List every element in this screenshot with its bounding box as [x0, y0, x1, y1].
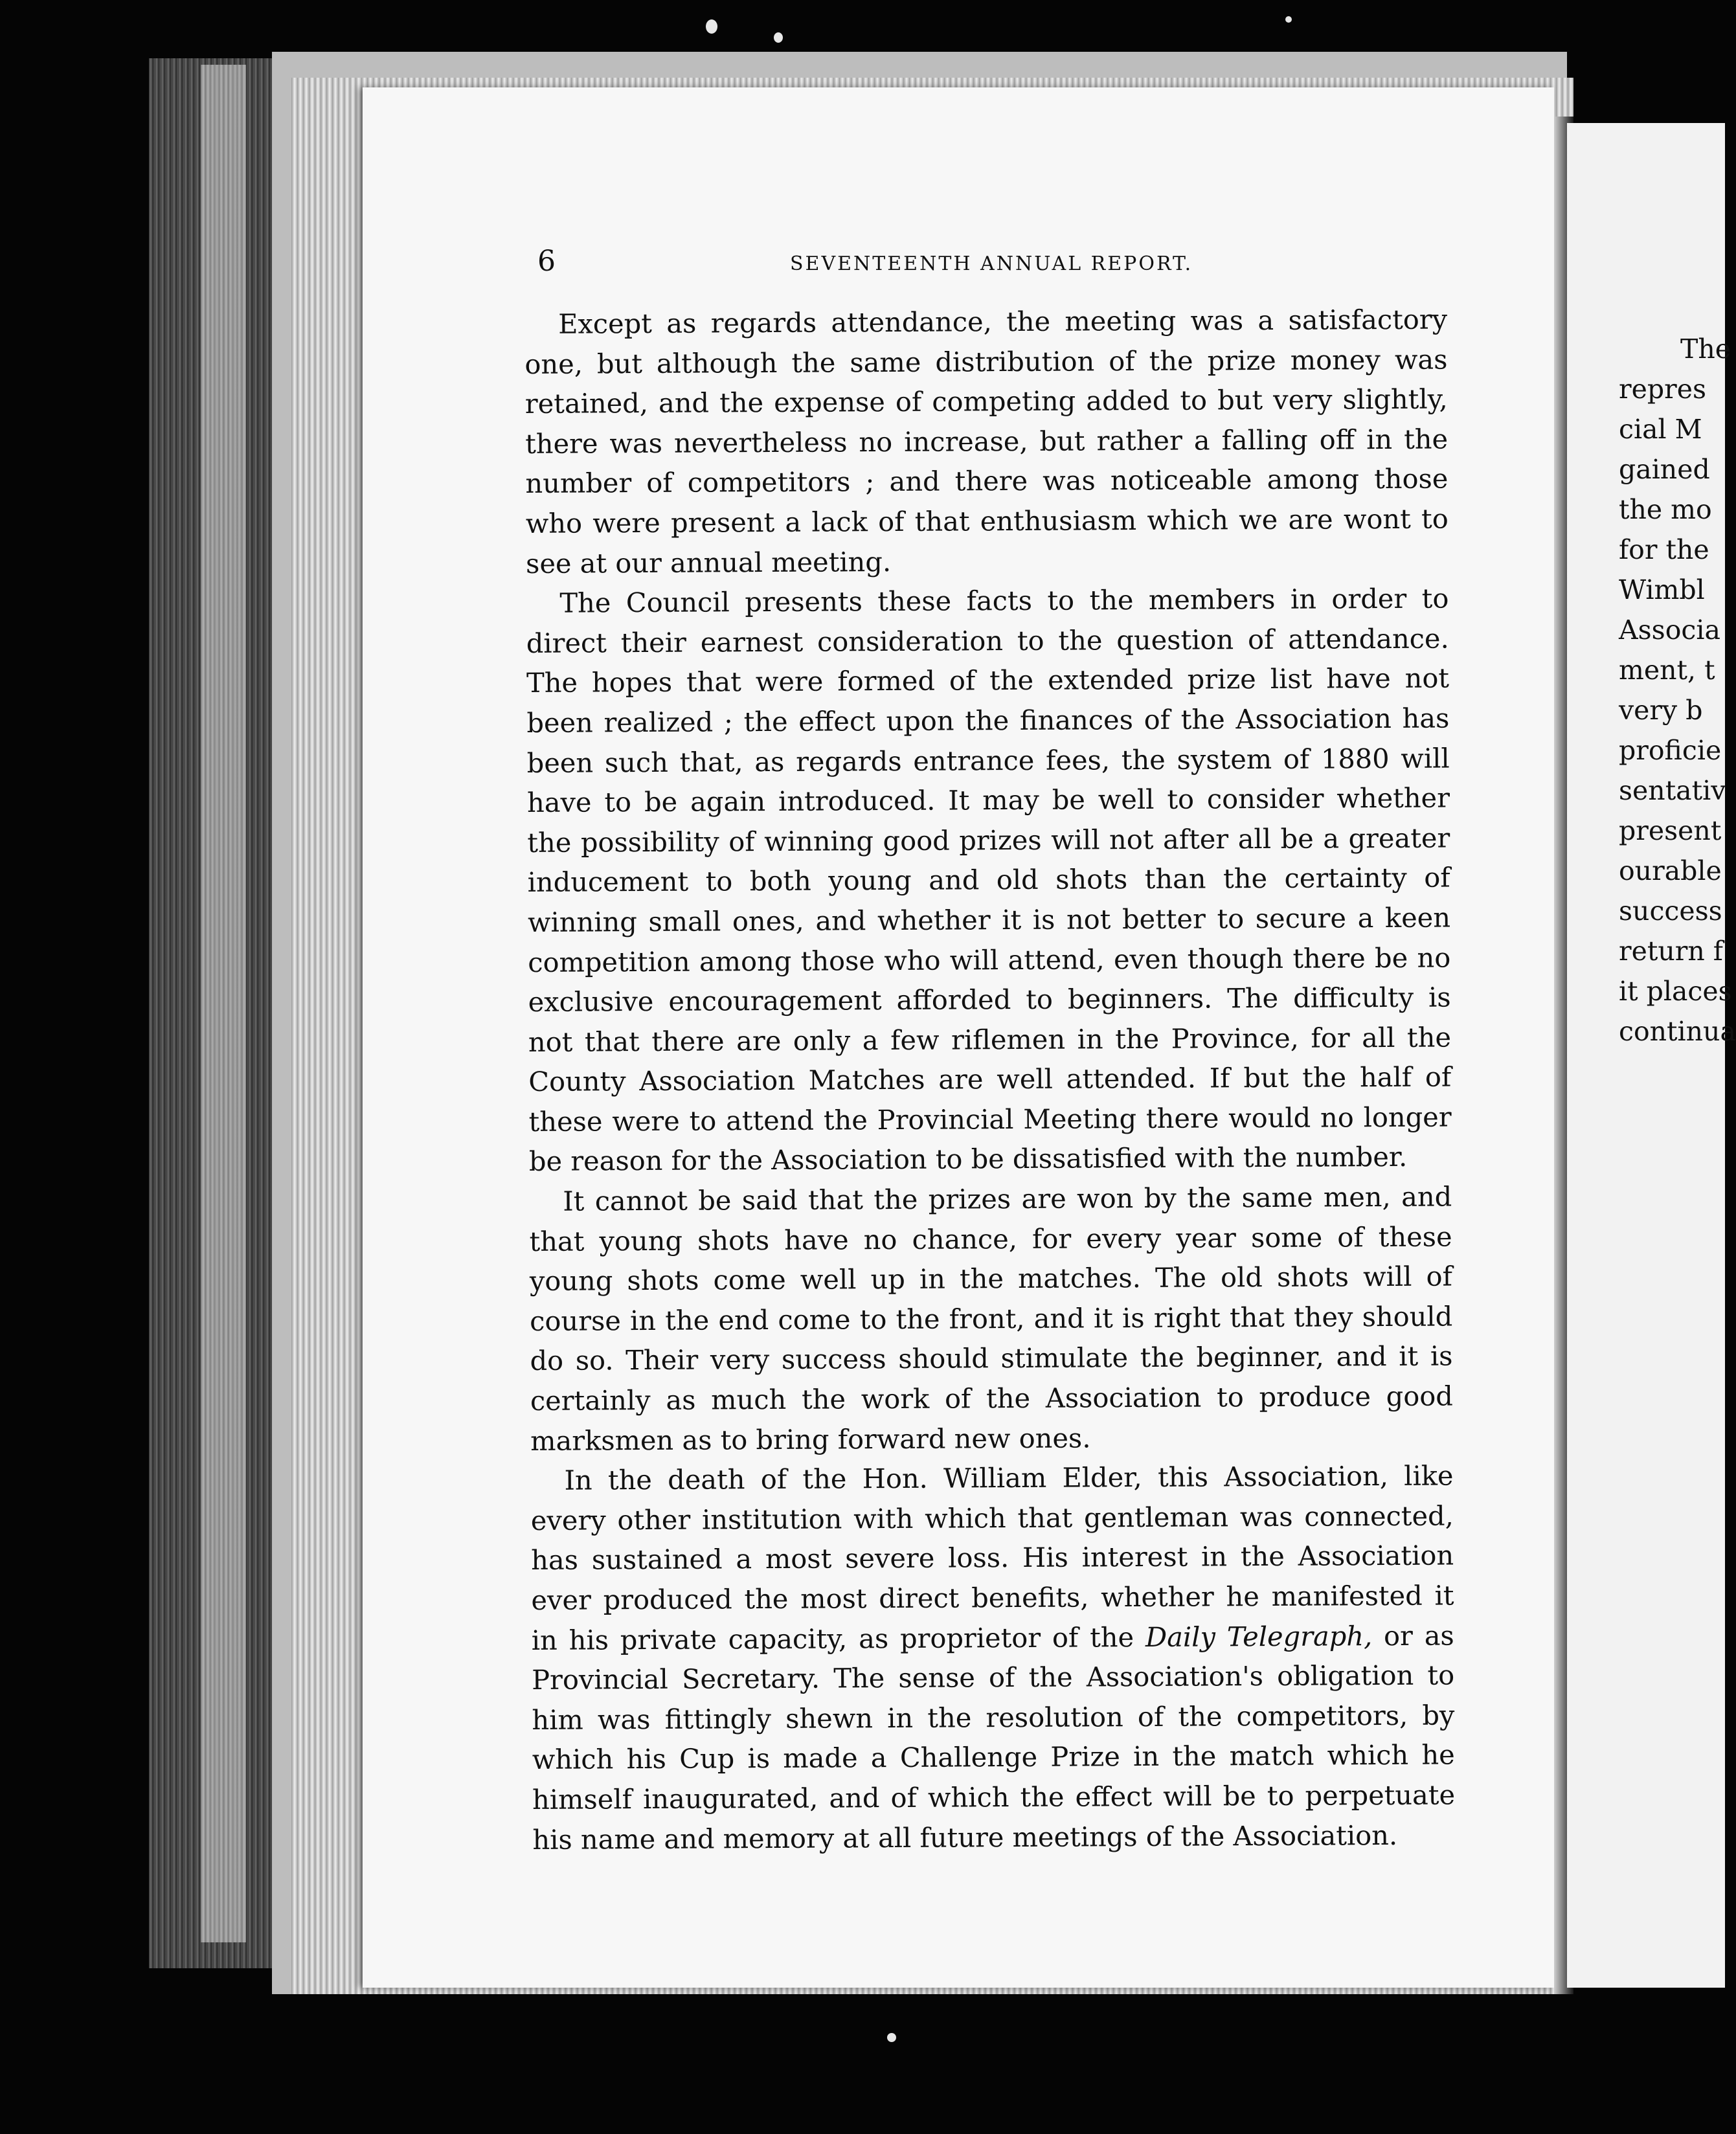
facing-line: for the: [1619, 534, 1709, 565]
facing-line: the mo: [1619, 494, 1712, 525]
paragraph-2: The Council presents these facts to the members in order to direct their earnest consideration to the question of attendance. The hopes that were formed of the extended prize list have not been realized ; the effect upon the finances of the Association has been such that, as regards entrance fees, the system of 1880 will have to be again introduced. It may be well to consider whether the possibility of winning good prizes will not after all be a greater inducement to both young and old shots than the certainty of winning small ones, and whether it is not better to secure a keen competition among those who will attend, even though there be no exclusive encouragement afforded to beginners. The difficulty is not that there are only a few riflemen in the Province, for all the County Association Matches are well attended. If but the half of these were to attend the Provincial Meeting there would no longer be reason for the Association to be dissatisfied with the number.: [526, 582, 1452, 1178]
paragraph-1: Except as regards attendance, the meeting was a satisfactory one, but although the same distribution of the prize money was retained, and the expense of competing added to but very slightly, there was nevertheless no increase, but rather a falling off in the number of competitors ; and there was noticeable among those who were present a lack of that enthusiasm which we are wont to see at our annual meeting.: [524, 303, 1449, 579]
paragraph-3: It cannot be said that the prizes are won by the same men, and that young shots have no chance, for every year some of these young shots come well up in the matches. The old shots will of course in the end come to the front, and it is right that they should do so. Their very success should stimulate the beginner, and it is certainly as much the work of the Association to produce good marksmen as to bring forward new ones.: [529, 1180, 1453, 1457]
facing-line: it places: [1619, 976, 1732, 1007]
facing-line: Wimbl: [1619, 574, 1705, 605]
book-edge-highlight: [201, 65, 246, 1942]
facing-line: Associa: [1619, 614, 1720, 646]
facing-line: proficie: [1619, 735, 1722, 766]
facing-line: cial M: [1619, 414, 1702, 445]
page-header: [537, 245, 1211, 277]
page-number: 6: [537, 245, 556, 278]
facing-line: return f: [1619, 936, 1723, 967]
facing-line: ment, t: [1619, 655, 1715, 686]
scan-speck: [706, 19, 717, 34]
paragraph-4: [530, 1456, 1455, 1859]
scan-speck: [1285, 16, 1292, 23]
scan-speck: [887, 2033, 896, 2042]
facing-line: gained: [1619, 454, 1710, 485]
running-title: SEVENTEENTH ANNUAL REPORT.: [790, 253, 1193, 275]
scan-speck: [774, 32, 783, 43]
facing-line: present: [1619, 815, 1722, 846]
facing-line: ourable: [1619, 855, 1722, 886]
newspaper-title: Daily Telegraph,: [1145, 1619, 1373, 1653]
facing-line: continua: [1619, 1016, 1736, 1047]
facing-line: repres: [1619, 374, 1707, 405]
facing-line: success: [1619, 895, 1722, 927]
facing-line: sentativ: [1619, 775, 1726, 806]
facing-line: The: [1680, 333, 1731, 365]
paragraph-4-after: or as Provincial Secretary. The sense of the Association's obligation to him was fittingly shewn in the resolution of the competitors, by which his Cup is made a Challenge Prize in the match which he himself inaugurated, and of which the effect will be to perpetuate his name and memory at all future meetings of the Association.: [531, 1619, 1456, 1856]
body-text: [524, 300, 1456, 1860]
paragraph-4-before: In the death of the Hon. William Elder, this Association, like every other institution with which that gentleman was connected, has sustained a most severe loss. His interest in the Association ever produced the most direct benefits, whether he manifested it in his private capacity, as proprietor of the: [530, 1459, 1454, 1656]
facing-line: very b: [1619, 695, 1703, 726]
